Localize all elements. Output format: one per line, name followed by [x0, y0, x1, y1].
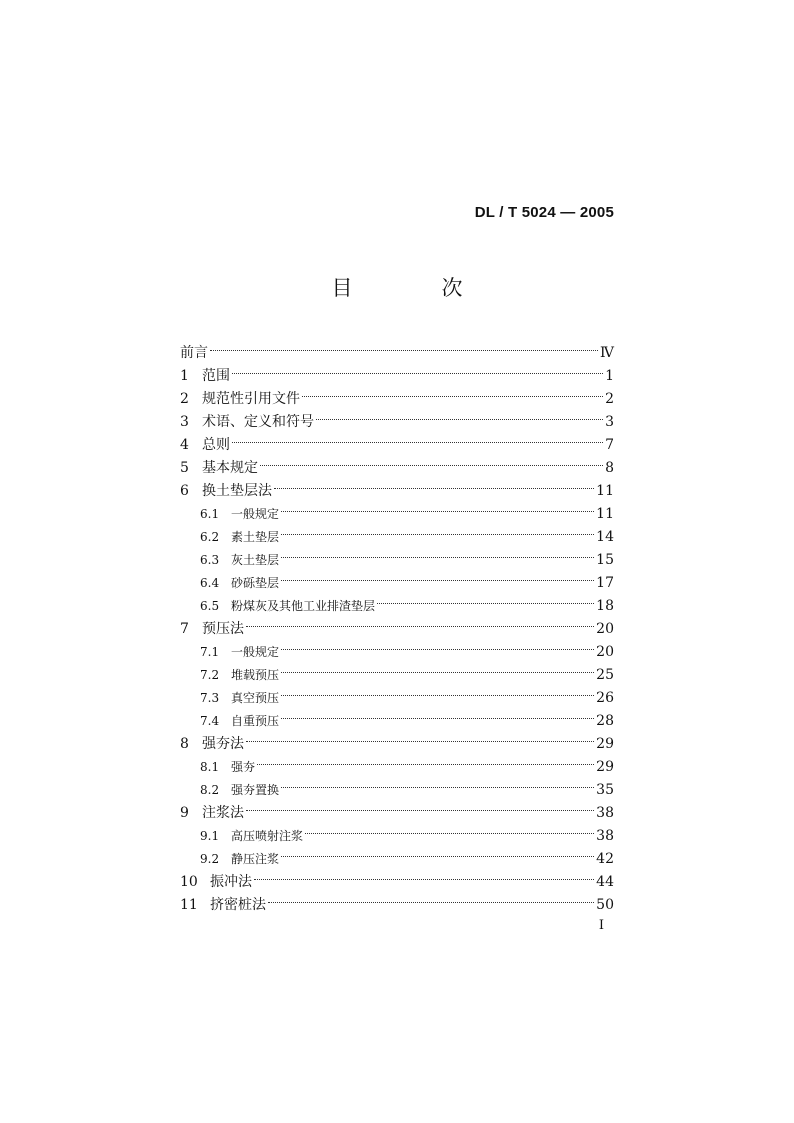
toc-entry[interactable]: [180, 426, 614, 453]
toc-entry-label: 术语、定义和符号: [202, 414, 314, 430]
toc-entry-number: 8.1: [200, 760, 220, 774]
toc-entry-label: 粉煤灰及其他工业排渣垫层: [231, 599, 376, 613]
toc-entry-page: 7: [605, 437, 614, 453]
toc-entry-number: 7.1: [200, 645, 220, 659]
toc-entry-number: 6.2: [200, 530, 220, 544]
toc-entry-number: 8.2: [200, 783, 220, 797]
toc-entry-number: 8: [180, 736, 189, 752]
toc-entry-page: 29: [596, 736, 614, 752]
toc-entry-page: 11: [596, 506, 614, 522]
dot-leader: [232, 357, 603, 380]
toc-entry[interactable]: [180, 633, 614, 660]
toc-entry-label: 基本规定: [202, 460, 258, 476]
toc-entry-page: 26: [596, 690, 614, 706]
toc-entry-label: 真空预压: [231, 691, 280, 705]
toc-entry-page: 42: [596, 851, 614, 867]
toc-entry-number: 2: [180, 391, 189, 407]
toc-entry-number: 7: [180, 621, 189, 637]
toc-entry-number: 6.3: [200, 553, 220, 567]
dot-leader: [281, 702, 594, 725]
dot-leader: [246, 794, 594, 817]
dot-leader: [281, 518, 594, 541]
toc-entry-label: 振冲法: [210, 874, 252, 890]
toc-entry-number: 9: [180, 805, 189, 821]
toc-entry-label: 自重预压: [231, 714, 280, 728]
dot-leader: [302, 380, 603, 403]
toc-entry-page: 15: [596, 552, 614, 568]
dot-leader: [281, 656, 594, 679]
toc-entry-label: 堆载预压: [231, 668, 280, 682]
dot-leader: [281, 495, 594, 518]
toc-entry-label: 预压法: [202, 621, 244, 637]
dot-leader: [257, 748, 594, 771]
toc-entry-page: 3: [605, 414, 614, 430]
toc-entry[interactable]: [180, 380, 614, 407]
toc-title: 目 次: [331, 276, 497, 300]
toc-entry-label: 砂砾垫层: [231, 576, 280, 590]
toc-entry-page: 11: [596, 483, 614, 499]
toc-entry-label: 素土垫层: [231, 530, 280, 544]
toc-entry-label: 挤密桩法: [210, 897, 266, 913]
toc-entry[interactable]: [180, 817, 614, 844]
dot-leader: [210, 334, 598, 357]
toc-entry-page: 8: [605, 460, 614, 476]
page-number: I: [598, 918, 604, 933]
toc-entry-label: 规范性引用文件: [202, 391, 300, 407]
toc-entry-number: 6.5: [200, 599, 220, 613]
toc-entry-label: 前言: [180, 345, 208, 361]
toc-entry-label: 强夯法: [202, 736, 244, 752]
dot-leader: [281, 771, 594, 794]
toc-entry-number: 6.4: [200, 576, 220, 590]
toc-entry-label: 换土垫层法: [202, 483, 272, 499]
toc-entry-label: 注浆法: [202, 805, 244, 821]
toc-entry-label: 总则: [202, 437, 230, 453]
toc-entry-number: 4: [180, 437, 189, 453]
dot-leader: [268, 886, 594, 909]
toc-entry-number: 7.4: [200, 714, 220, 728]
toc-entry-number: 10: [180, 874, 198, 890]
toc-entry-number: 6: [180, 483, 189, 499]
toc-entry-number: 7.3: [200, 691, 220, 705]
toc-entry-page: 28: [596, 713, 614, 729]
toc-entry-page: 35: [596, 782, 614, 798]
dot-leader: [281, 564, 594, 587]
toc-entry-page: 50: [596, 897, 614, 913]
dot-leader: [305, 817, 594, 840]
dot-leader: [281, 840, 594, 863]
toc-entry-page: Ⅳ: [600, 345, 614, 361]
document-code: DL / T 5024 — 2005: [474, 204, 614, 221]
dot-leader: [377, 587, 594, 610]
toc-entry-page: 20: [596, 644, 614, 660]
toc-entry-number: 9.1: [200, 829, 220, 843]
toc-entry-page: 38: [596, 828, 614, 844]
toc-entry-page: 18: [596, 598, 614, 614]
toc-entry[interactable]: [180, 794, 614, 821]
toc-entry-number: 6.1: [200, 507, 220, 521]
toc-entry-page: 17: [596, 575, 614, 591]
toc-entry-label: 一般规定: [231, 645, 280, 659]
toc-entry-page: 29: [596, 759, 614, 775]
dot-leader: [281, 541, 594, 564]
toc-entry-page: 14: [596, 529, 614, 545]
dot-leader: [281, 633, 594, 656]
toc-entry-number: 9.2: [200, 852, 220, 866]
toc-entry-number: 11: [180, 897, 198, 913]
toc-entry-page: 2: [605, 391, 614, 407]
toc-entry-number: 3: [180, 414, 189, 430]
toc-entry-page: 1: [605, 368, 614, 384]
toc-entry[interactable]: [180, 610, 614, 637]
toc-entry-label: 强夯: [231, 760, 256, 774]
toc-entry-label: 静压注浆: [231, 852, 280, 866]
dot-leader: [316, 403, 603, 426]
toc-entry-label: 灰土垫层: [231, 553, 280, 567]
toc-entry[interactable]: [180, 334, 614, 361]
dot-leader: [274, 472, 594, 495]
dot-leader: [232, 426, 603, 449]
table-of-contents: [180, 334, 614, 913]
dot-leader: [246, 725, 594, 748]
toc-entry-number: 1: [180, 368, 189, 384]
dot-leader: [260, 449, 603, 472]
toc-entry-number: 7.2: [200, 668, 220, 682]
toc-entry-label: 范围: [202, 368, 230, 384]
dot-leader: [254, 863, 594, 886]
toc-entry-label: 高压喷射注浆: [231, 829, 304, 843]
toc-entry-label: 强夯置换: [231, 783, 280, 797]
toc-entry-page: 44: [596, 874, 614, 890]
toc-entry-number: 5: [180, 460, 189, 476]
dot-leader: [246, 610, 594, 633]
dot-leader: [281, 679, 594, 702]
toc-entry[interactable]: [180, 449, 614, 476]
toc-entry-page: 25: [596, 667, 614, 683]
toc-entry-page: 20: [596, 621, 614, 637]
toc-entry-page: 38: [596, 805, 614, 821]
toc-entry[interactable]: [180, 357, 614, 384]
toc-entry[interactable]: [180, 725, 614, 752]
toc-entry-label: 一般规定: [231, 507, 280, 521]
toc-entry[interactable]: [180, 748, 614, 775]
